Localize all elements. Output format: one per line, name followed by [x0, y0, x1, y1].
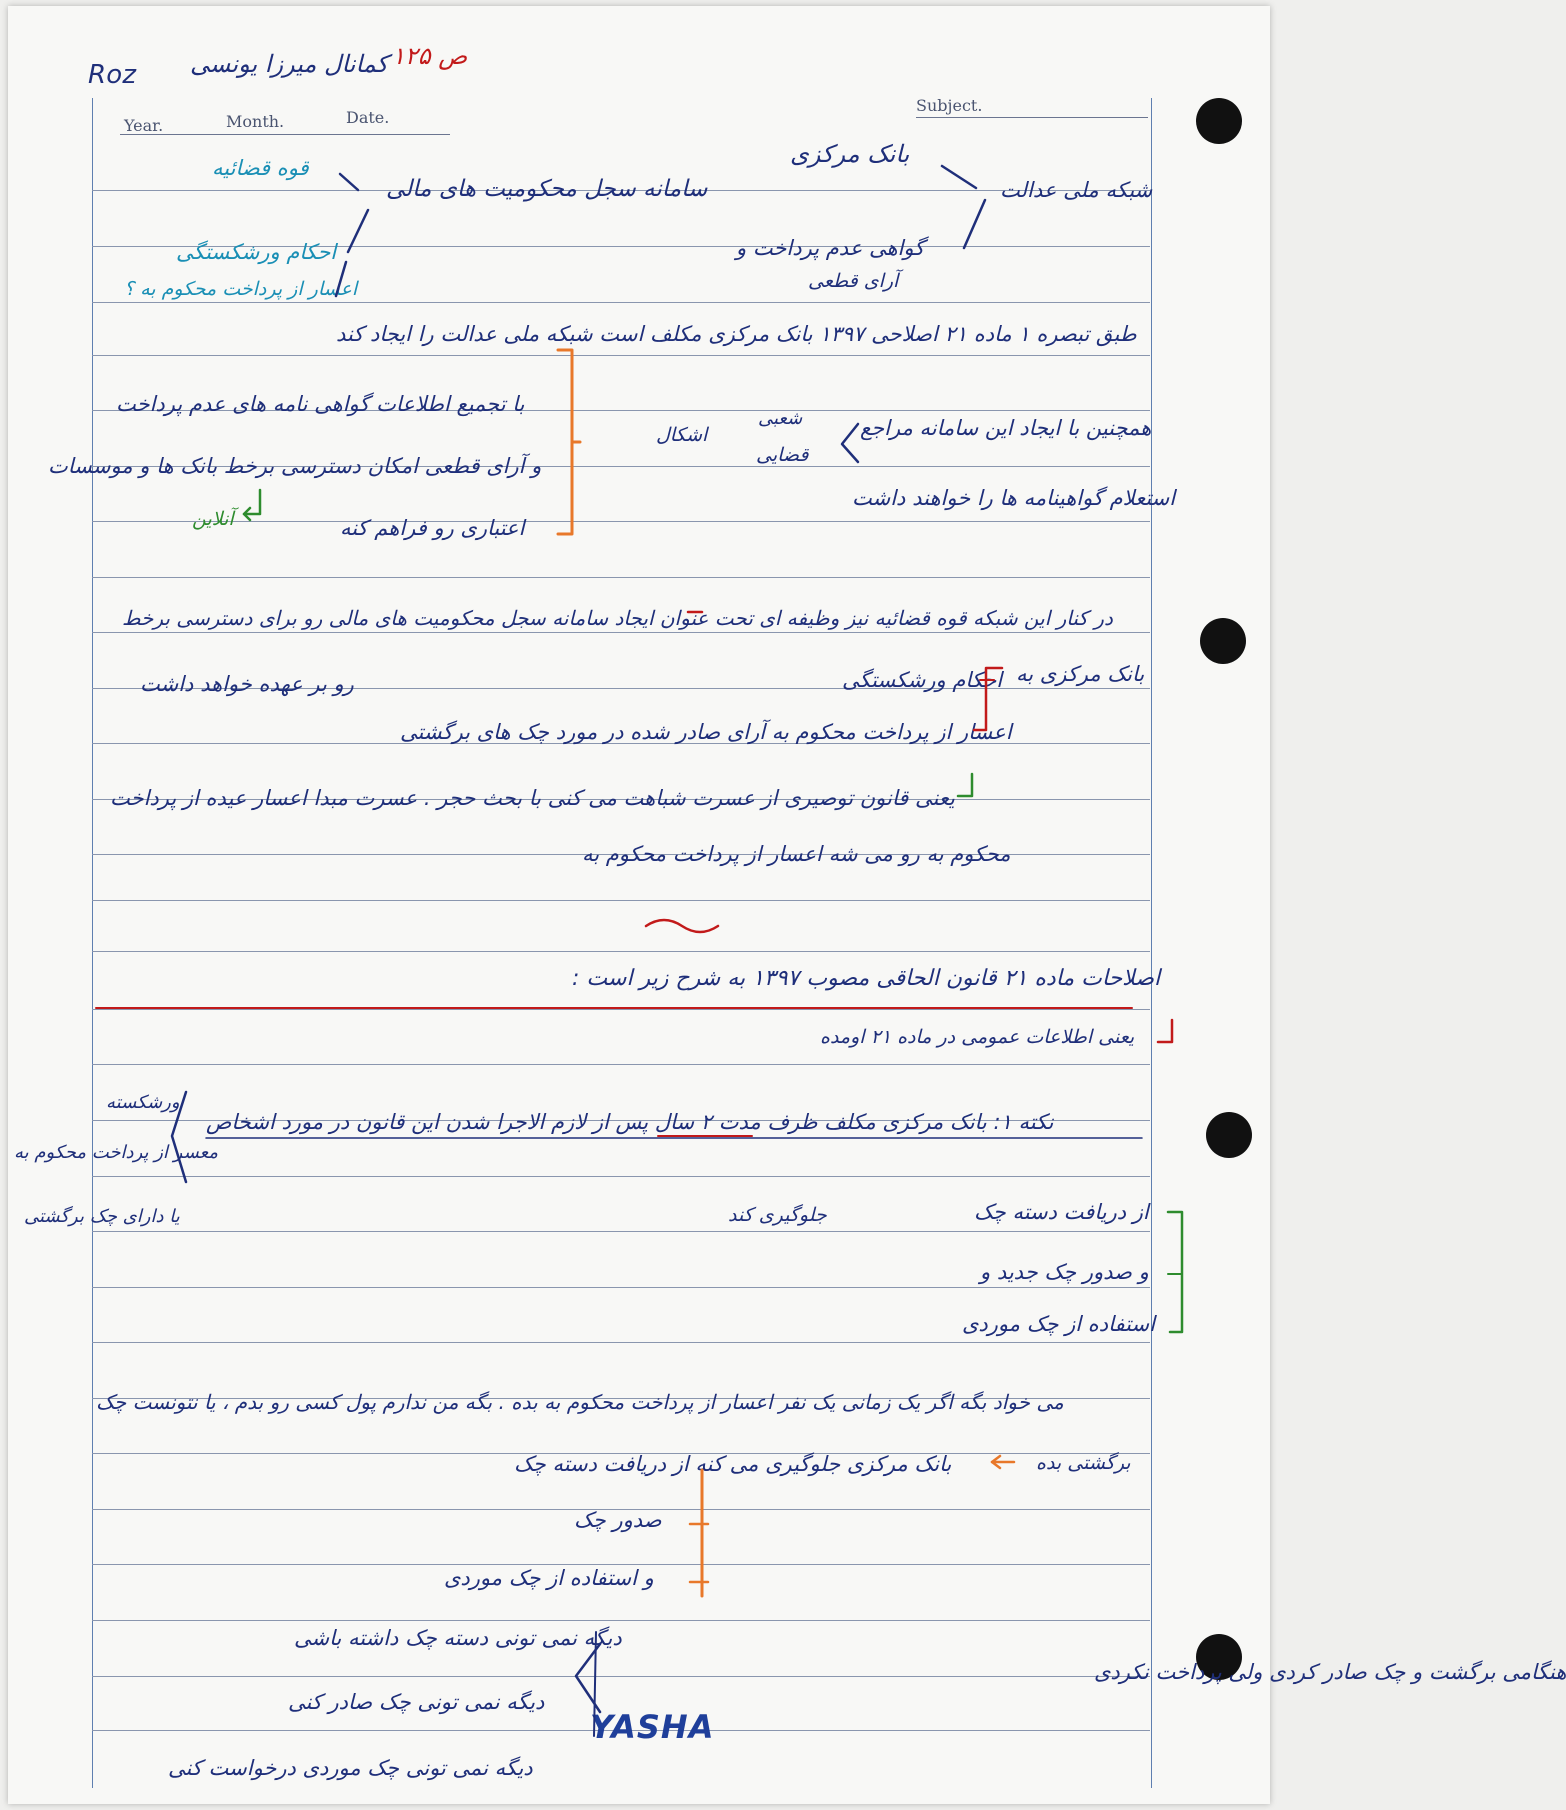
arrow-stroke: [842, 424, 858, 462]
green-bracket: [1168, 1212, 1182, 1332]
line-online-access: و آرای قطعی امکان دسترسی برخط بانک ها و موسسات: [48, 454, 542, 478]
line-online: آنلاین: [192, 508, 234, 530]
line-note-article21: طبق تبصره ۱ ماده ۲۱ اصلاحی ۱۳۹۷ بانک مرکزی مکلف است شبکه ملی عدالت را ایجاد کند: [336, 322, 1137, 346]
line-prevents-receive: بانک مرکزی جلوگیری می کنه از دریافت دسته چک: [514, 1452, 952, 1476]
line-branch: شعبی: [758, 408, 803, 429]
line-returned: برگشتی بده: [1036, 1452, 1131, 1474]
line-final-rulings: آرای قطعی: [808, 270, 899, 292]
red-squiggle: [646, 920, 718, 932]
roz-label: Roz: [88, 60, 137, 90]
line-issue-cheque: صدور چک: [574, 1508, 662, 1532]
connector-stroke: [336, 262, 346, 296]
line-general-info: یعنی اطلاعات عمومی در ماده ۲۱ اومده: [820, 1026, 1135, 1048]
line-bankruptcy-2: احکام ورشکستگی: [842, 668, 1003, 692]
line-bankrupt: ورشکسته: [106, 1092, 180, 1113]
subject-label: Subject.: [916, 96, 983, 115]
line-central-bank: بانک مرکزی: [790, 140, 910, 168]
year-label: Year.: [124, 116, 164, 135]
line-no-chequebook: دیگه نمی تونی دسته چک داشته باشی: [294, 1626, 622, 1650]
line-returned-cheques: اعسار از پرداخت محکوم به آرای صادر شده در مورد چک های برگشتی: [400, 720, 1012, 744]
line-amendments: اصلاحات ماده ۲۱ قانون الحاقی مصوب ۱۳۹۷ به شرح زیر است :: [572, 966, 1161, 991]
red-arrow: [1158, 1020, 1172, 1042]
line-use-single: استفاده از چک موردی: [962, 1312, 1155, 1336]
line-insolvent: معسر از پرداخت محکوم به: [14, 1142, 218, 1163]
line-when-returned: هنگامی برگشت و چک صادر کردی ولی پرداخت نکردی: [1094, 1660, 1566, 1684]
page-number: ص ۱۲۵: [392, 42, 468, 70]
line-sentenced: محکوم به رو می شه اعسار از پرداخت محکوم به: [582, 842, 1011, 866]
yasha-stamp: YASHA: [590, 1708, 715, 1746]
line-explain: می خواد بگه اگر یک زمانی یک نفر اعسار از پرداخت محکوم به بده . بگه من ندارم پول کسی رو بدم ، یا نتونست چک: [96, 1390, 1064, 1414]
red-bracket: [974, 668, 1002, 730]
line-has-cheque: یا دارای چک برگشتی: [24, 1206, 180, 1227]
line-meaning: یعنی قانون توصیری از عسرت شباهت می کنی با بحث حجر . عسرت مبدا اعسار عیده از پرداخت: [110, 786, 955, 810]
date-label: Date.: [346, 108, 390, 127]
orange-bracket: [558, 350, 572, 534]
line-also-authorities: همچنین با ایجاد این سامانه مراجع: [860, 416, 1152, 440]
line-sajal-system: سامانه سجل محکومیت های مالی: [386, 176, 708, 202]
line-bankruptcy-rulings: احکام ورشکستگی: [176, 240, 337, 264]
line-judiciary: قوه قضائیه: [212, 156, 309, 180]
line-issue-new: و صدور چک جدید و: [980, 1260, 1149, 1284]
line-use-single-2: و استفاده از چک موردی: [444, 1566, 654, 1590]
line-credit: اعتباری رو فراهم کنه: [340, 516, 525, 540]
line-judicial: قضایی: [756, 444, 809, 466]
long-stroke: [594, 1632, 596, 1736]
month-label: Month.: [226, 112, 285, 131]
line-alongside: در کنار این شبکه قوه قضائیه نیز وظیفه ای تحت عنوان ایجاد سامانه سجل محکومیت های مالی رو برای دسترسی برخط: [122, 606, 1113, 630]
line-central-bank-2: بانک مرکزی به: [1016, 662, 1145, 686]
author-name: کمانال میرزا یونسی: [190, 50, 389, 78]
line-no-request: دیگه نمی تونی چک موردی درخواست کنی: [168, 1756, 533, 1780]
left-brace: [172, 1092, 186, 1182]
line-point-one: نکته ۱: بانک مرکزی مکلف ظرف مدت ۲ سال پس از لازم الاجرا شدن این قانون در مورد اشخاص: [206, 1110, 1054, 1134]
line-insolvency: اعسار از پرداخت محکوم به ؟: [124, 278, 358, 300]
line-inquiry: استعلام گواهینامه ها را خواهند داشت: [852, 486, 1176, 510]
connector-stroke: [340, 174, 358, 190]
line-no-issue: دیگه نمی تونی چک صادر کنی: [288, 1690, 545, 1714]
connector-stroke: [964, 200, 985, 248]
connector-stroke: [942, 166, 976, 188]
line-receive-chequebook: از دریافت دسته چک: [974, 1200, 1149, 1224]
line-prevent: جلوگیری کند: [728, 1204, 827, 1226]
green-arrow: [958, 774, 972, 796]
connector-stroke: [348, 210, 368, 252]
line-nonpayment-cert: گواهی عدم پرداخت و: [736, 236, 925, 260]
line-aggregation: با تجمیع اطلاعات گواهی نامه های عدم پرداخت: [116, 392, 525, 416]
line-responsibility: رو بر عهده خواهد داشت: [140, 672, 354, 696]
line-justice-network: شبکه ملی عدالت: [1000, 178, 1153, 202]
line-problems: اشکال: [656, 424, 708, 446]
